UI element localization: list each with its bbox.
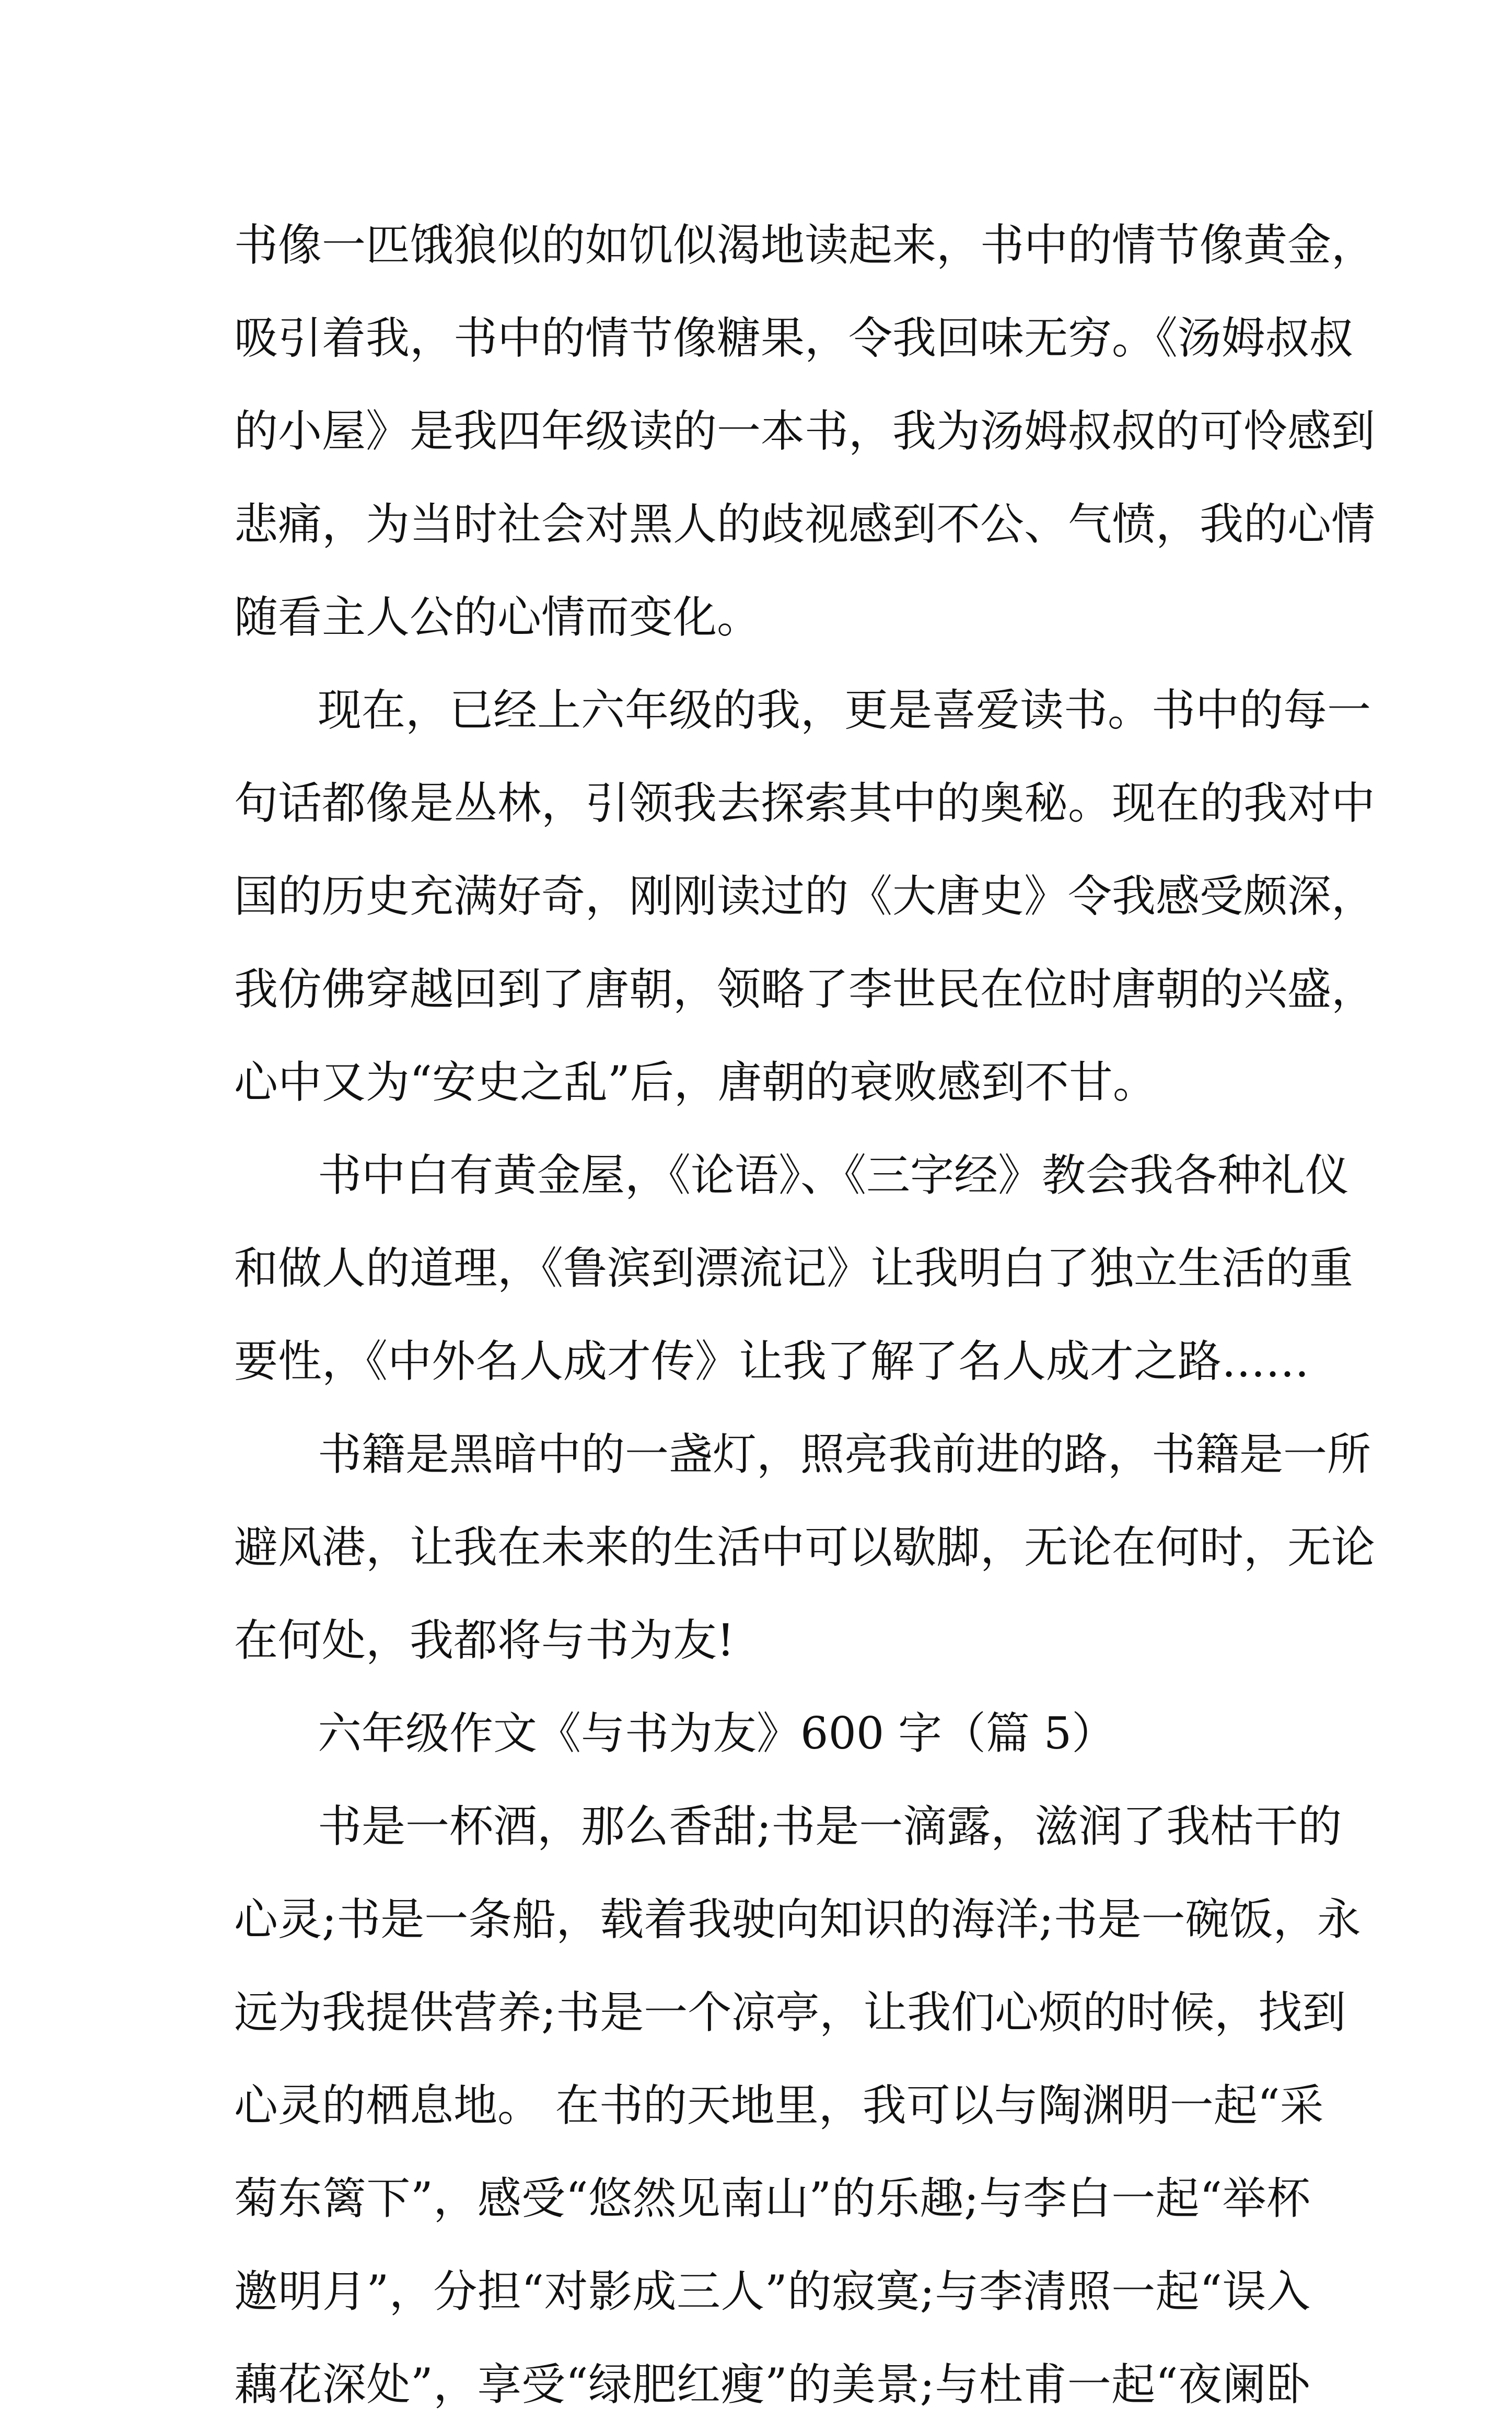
- document-body: [234, 199, 1376, 2431]
- text-line: 悲痛，为当时社会对黑人的歧视感到不公、气愤，我的心情: [234, 499, 1376, 550]
- text-line: 心灵;书是一条船，载着我驶向知识的海洋;书是一碗饭，永: [234, 1894, 1361, 1945]
- text-line: 在何处，我都将与书为友!: [234, 1615, 735, 1666]
- text-line: 和做人的道理，《鲁滨到漂流记》让我明白了独立生活的重: [234, 1243, 1354, 1294]
- text-line: 远为我提供营养;书是一个凉亭，让我们心烦的时候，找到: [234, 1987, 1346, 2038]
- text-line: 书是一杯酒，那么香甜;书是一滴露，滋润了我枯干的: [318, 1801, 1342, 1852]
- text-line: 避风港，让我在未来的生活中可以歇脚，无论在何时，无论: [234, 1522, 1376, 1573]
- text-line: 六年级作文《与书为友》600 字（篇 5）: [318, 1708, 1116, 1759]
- text-line: 随看主人公的心情而变化。: [234, 592, 761, 643]
- text-line: 的小屋》是我四年级读的一本书，我为汤姆叔叔的可怜感到: [234, 406, 1376, 457]
- text-line: 吸引着我，书中的情节像糖果，令我回味无穷。《汤姆叔叔: [234, 312, 1354, 364]
- text-line: 邀明月”，分担“对影成三人”的寂寞;与李清照一起“误入: [234, 2266, 1310, 2317]
- text-line: 心灵的栖息地。 在书的天地里，我可以与陶渊明一起“采: [234, 2080, 1324, 2131]
- text-line: 藕花深处”，享受“绿肥红瘦”的美景;与杜甫一起“夜阑卧: [234, 2359, 1310, 2410]
- text-line: 书中白有黄金屋，《论语》、《三字经》教会我各种礼仪: [318, 1150, 1350, 1201]
- text-line: 书籍是黑暗中的一盏灯，照亮我前进的路，书籍是一所: [318, 1429, 1371, 1480]
- text-line: 菊东篱下”，感受“悠然见南山”的乐趣;与李白一起“举杯: [234, 2173, 1310, 2224]
- text-line: 我仿佛穿越回到了唐朝，领略了李世民在位时唐朝的兴盛，: [234, 964, 1376, 1015]
- text-line: 现在，已经上六年级的我，更是喜爱读书。书中的每一: [318, 685, 1371, 736]
- text-line: 书像一匹饿狼似的如饥似渴地读起来，书中的情节像黄金，: [234, 219, 1376, 271]
- text-line: 心中又为“安史之乱”后，唐朝的衰败感到不甘。: [234, 1057, 1157, 1108]
- text-line: 国的历史充满好奇，刚刚读过的《大唐史》令我感受颇深，: [234, 871, 1376, 922]
- text-line: 要性，《中外名人成才传》让我了解了名人成才之路……: [234, 1336, 1310, 1387]
- text-line: 句话都像是丛林，引领我去探索其中的奥秘。现在的我对中: [234, 778, 1376, 829]
